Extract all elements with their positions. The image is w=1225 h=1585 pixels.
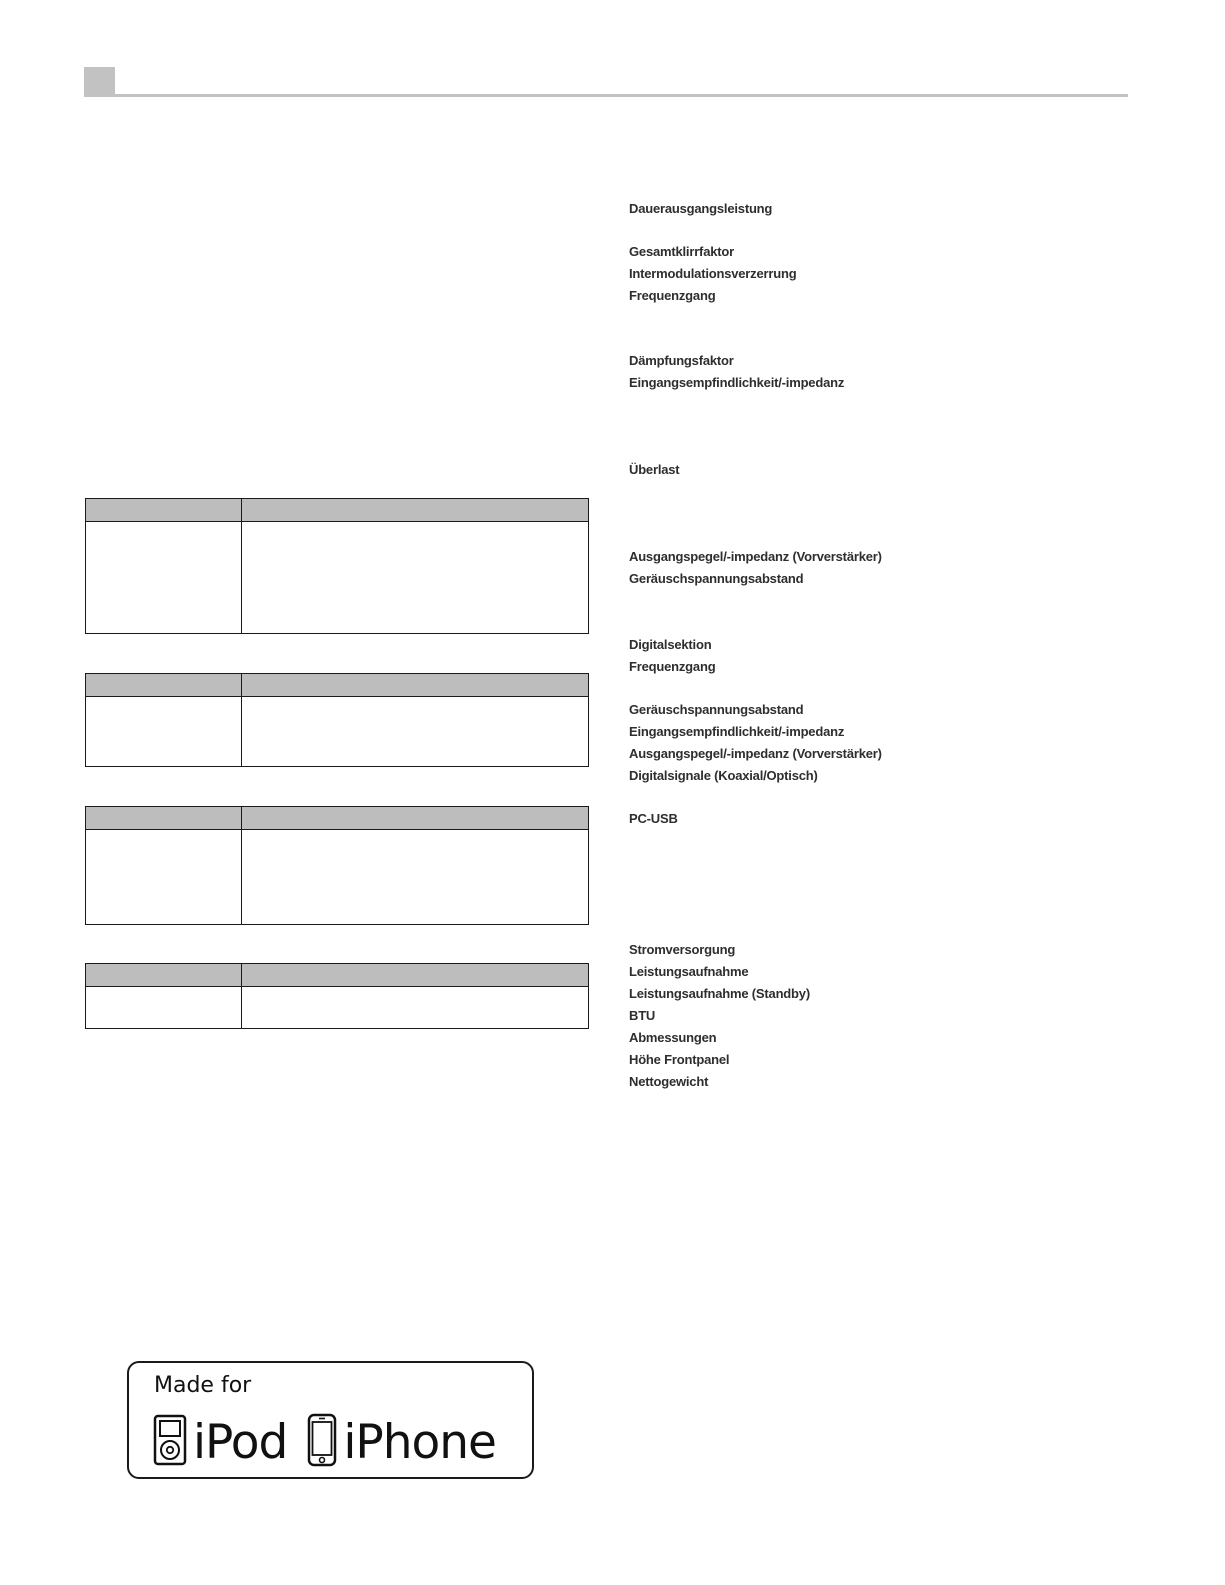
badge-made-for-text: Made for <box>154 1373 252 1398</box>
spec-label: Digitalsektion <box>629 637 712 652</box>
spec-label: Digitalsignale (Koaxial/Optisch) <box>629 768 818 783</box>
table-header-cell <box>242 964 589 987</box>
spec-label: Dauerausgangsleistung <box>629 201 773 216</box>
iphone-icon <box>307 1413 337 1472</box>
spec-label: Ausgangspegel/-impedanz (Vorverstärker) <box>629 746 882 761</box>
badge-product-row <box>153 1413 496 1472</box>
table-header-cell <box>242 674 589 697</box>
spec-table-2 <box>85 673 589 767</box>
spec-label: Intermodulationsverzerrung <box>629 266 797 281</box>
spec-label: Stromversorgung <box>629 942 736 957</box>
ipod-icon <box>153 1414 187 1471</box>
table-header-cell <box>242 807 589 830</box>
table-cell <box>242 830 589 925</box>
header-marker <box>84 67 115 96</box>
spec-label: Frequenzgang <box>629 659 716 674</box>
badge-ipod-text: iPod <box>193 1415 288 1470</box>
spec-label: Eingangsempfindlichkeit/-impedanz <box>629 724 845 739</box>
table-header-cell <box>86 964 242 987</box>
table-header-cell <box>86 674 242 697</box>
spec-table-1 <box>85 498 589 634</box>
spec-table-4 <box>85 963 589 1029</box>
made-for-ipod-iphone-badge <box>127 1361 534 1479</box>
spec-label: Geräuschspannungsabstand <box>629 702 804 717</box>
table-cell <box>86 522 242 634</box>
spec-label: Nettogewicht <box>629 1074 709 1089</box>
spec-label: Leistungsaufnahme (Standby) <box>629 986 810 1001</box>
spec-label: PC-USB <box>629 811 678 826</box>
table-cell <box>242 697 589 767</box>
table-cell <box>86 987 242 1029</box>
spec-label: Leistungsaufnahme <box>629 964 749 979</box>
spec-label: BTU <box>629 1008 656 1023</box>
table-cell <box>86 830 242 925</box>
spec-label: Dämpfungsfaktor <box>629 353 734 368</box>
spec-table-3 <box>85 806 589 925</box>
spec-label: Abmessungen <box>629 1030 717 1045</box>
spec-label: Eingangsempfindlichkeit/-impedanz <box>629 375 845 390</box>
spec-label: Ausgangspegel/-impedanz (Vorverstärker) <box>629 549 882 564</box>
badge-iphone-text: iPhone <box>343 1415 496 1470</box>
spec-label: Frequenzgang <box>629 288 716 303</box>
spec-label: Höhe Frontpanel <box>629 1052 730 1067</box>
table-cell <box>242 522 589 634</box>
table-header-cell <box>86 807 242 830</box>
table-cell <box>86 697 242 767</box>
spec-label: Gesamtklirrfaktor <box>629 244 734 259</box>
table-header-cell <box>242 499 589 522</box>
table-cell <box>242 987 589 1029</box>
table-header-cell <box>86 499 242 522</box>
spec-label: Überlast <box>629 462 680 477</box>
header-rule <box>84 94 1128 97</box>
spec-label: Geräuschspannungsabstand <box>629 571 804 586</box>
